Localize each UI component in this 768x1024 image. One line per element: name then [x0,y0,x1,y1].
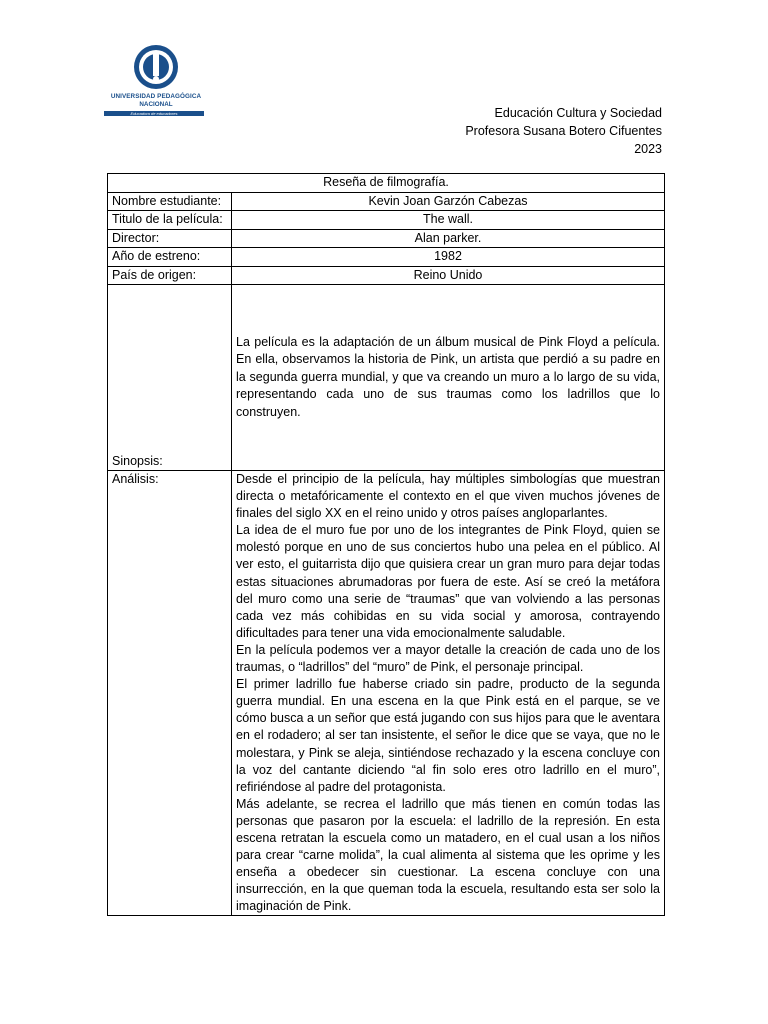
row-label: País de origen: [108,266,232,285]
table-row [108,211,665,230]
table-row [108,248,665,267]
row-value: Kevin Joan Garzón Cabezas [232,192,665,211]
analysis-label: Análisis: [108,471,232,916]
analysis-paragraph: El primer ladrillo fue haberse criado sin padre, producto de la segunda guerra mundial. En una escena en la que Pink está en el parque, se ve cómo busca a un señor que está jugando con sus hijos para que le aventara en el rodadero; al ser tan insistente, el señor le dice que se vaya, que no le molestara, y Pink se aleja, sintiéndose rechazado y la escena concluye con la voz del cantante diciendo “al fin solo eres otro ladrillo en el muro”, refiriéndose al padre del protagonista. [236,677,660,794]
document-header [465,104,662,158]
row-label: Director: [108,229,232,248]
logo-name-line1: UNIVERSIDAD PEDAGÓGICA [110,93,202,100]
course-name: Educación Cultura y Sociedad [494,106,662,120]
logo-name-line2: NACIONAL [139,101,173,108]
logo-emblem-icon [104,43,208,93]
row-value: Reino Unido [232,266,665,285]
document-year: 2023 [634,142,662,156]
table-title-row [108,174,665,193]
row-value: 1982 [232,248,665,267]
synopsis-text: La película es la adaptación de un álbum musical de Pink Floyd a película. En ella, observamos la historia de Pink, un artista que perdió a su padre en la segunda guerra mundial, y que va creando un muro a lo largo de su vida, representando cada uno de sus traumas como los ladrillos que lo construyen. [232,285,665,471]
row-label: Titulo de la película: [108,211,232,230]
table-row [108,266,665,285]
table-row [108,229,665,248]
synopsis-label: Sinopsis: [108,285,232,471]
university-logo [104,43,208,123]
row-label: Año de estreno: [108,248,232,267]
row-value: The wall. [232,211,665,230]
analysis-paragraph: La idea de el muro fue por uno de los integrantes de Pink Floyd, quien se molestó porque en uno de sus conciertos hubo una pelea en el público. Al ver esto, el guitarrista dijo que quisiera crear un gran muro para dejar todas estas situaciones abrumadoras por fuera de este. Así se creó la metáfora del muro como una serie de “traumas” que van volviendo a las personas cada vez más cohibidas en su vida social y amorosa, contrayendo dificultades para tener una vida emocionalmente saludable. [236,523,660,640]
analysis-row [108,471,665,916]
analysis-text [232,471,665,916]
analysis-paragraph: Desde el principio de la película, hay múltiples simbologías que muestran directa o metafóricamente el contexto en el que viven muchos jóvenes de finales del siglo XX en el reino unido y otros países angloparlantes. [236,472,660,521]
logo-tagline: Educadora de educadores [104,111,204,116]
row-value: Alan parker. [232,229,665,248]
review-table [107,173,665,916]
row-label: Nombre estudiante: [108,192,232,211]
analysis-paragraph: En la película podemos ver a mayor detalle la creación de cada uno de los traumas, o “ladrillos” del “muro” de Pink, el personaje principal. [236,642,660,675]
table-title: Reseña de filmografía. [108,174,665,193]
analysis-paragraph: Más adelante, se recrea el ladrillo que más tienen en común todas las personas que pasaron por la escuela: el ladrillo de la represión. En esta escena retratan la escuela como un matadero, en el cual usan a los niños para crear “carne molida”, la cual alimenta al sistema que les oprime y les enseña a obedecer sin cuestionar. La escena concluye con una insurrección, en la que queman toda la escuela, resultando esta ser solo la imaginación de Pink. [236,796,660,914]
table-row [108,192,665,211]
synopsis-row [108,285,665,471]
professor-name: Profesora Susana Botero Cifuentes [465,124,662,138]
